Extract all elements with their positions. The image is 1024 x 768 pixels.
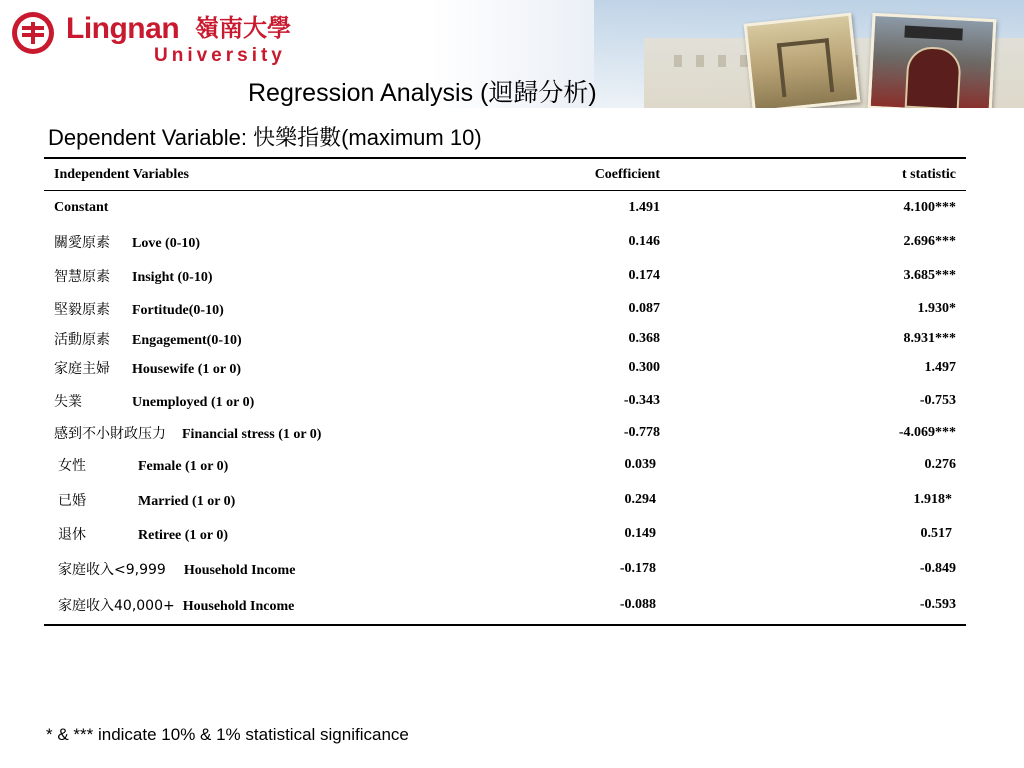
coefficient-cell: 0.174 [628, 267, 660, 283]
variable-zh: 女性 [58, 457, 86, 474]
table-row [44, 419, 966, 447]
coefficient-cell: -0.178 [619, 561, 656, 576]
table-row [44, 325, 966, 353]
coefficient-cell: -0.778 [623, 424, 660, 440]
variable-cell [44, 353, 494, 383]
variable-cell [44, 325, 494, 353]
variable-en: Constant [54, 199, 109, 215]
t-statistic-cell: 0.517 [920, 526, 952, 541]
variable-cell [44, 483, 494, 517]
variable-cell [44, 517, 494, 552]
t-statistic-cell: 8.931*** [903, 330, 956, 346]
logo-chinese-text: 嶺南大學 [195, 13, 291, 42]
building-doorway-shape [905, 46, 962, 108]
university-logo [10, 8, 310, 68]
coefficient-cell: -0.088 [619, 597, 656, 612]
campus-gate-photo [744, 13, 861, 108]
variable-zh: 感到不小財政压力 [54, 425, 166, 442]
t-statistic-cell: 3.685*** [903, 267, 956, 283]
table-row [44, 447, 966, 483]
variable-en: Female (1 or 0) [138, 458, 229, 474]
table-row [44, 383, 966, 419]
t-statistic-cell: -0.849 [919, 561, 956, 576]
variable-zh: 已婚 [58, 492, 86, 509]
variable-cell [44, 552, 494, 587]
t-statistic-cell: 1.497 [924, 359, 956, 375]
variable-en: Insight (0-10) [132, 269, 213, 285]
variable-en: Household Income [183, 563, 296, 578]
t-statistic-cell: -0.593 [919, 597, 956, 612]
t-statistic-cell: -0.753 [919, 392, 956, 408]
column-header-coefficient: Coefficient [594, 166, 660, 182]
table-header-row [44, 158, 966, 191]
variable-en: Retiree (1 or 0) [138, 528, 229, 543]
variable-zh: 堅毅原素 [54, 301, 110, 318]
coefficient-cell: 0.294 [624, 491, 656, 507]
variable-en: Married (1 or 0) [138, 493, 236, 509]
coefficient-cell: 0.300 [628, 359, 660, 375]
variable-zh: 關愛原素 [54, 234, 110, 251]
regression-table [44, 157, 966, 626]
campus-building-photo [868, 13, 997, 108]
column-header-t-statistic: t statistic [901, 166, 956, 182]
table-row [44, 353, 966, 383]
t-statistic-cell: -4.069*** [898, 424, 956, 440]
variable-zh: 失業 [54, 393, 82, 410]
t-statistic-cell: 4.100*** [903, 199, 956, 215]
table-row [44, 191, 966, 225]
variable-en: Financial stress (1 or 0) [182, 426, 322, 442]
variable-en: Fortitude(0-10) [132, 302, 224, 318]
coefficient-cell: 0.146 [628, 233, 660, 249]
variable-cell [44, 447, 494, 483]
coefficient-cell: 0.368 [628, 330, 660, 346]
coefficient-cell: 0.149 [624, 526, 656, 541]
variable-cell [44, 191, 494, 225]
variable-cell [44, 383, 494, 419]
variable-cell [44, 259, 494, 293]
variable-en: Household Income [182, 599, 295, 614]
table-row [44, 225, 966, 259]
variable-zh: 活動原素 [54, 331, 110, 348]
variable-en: Love (0-10) [132, 235, 201, 251]
coefficient-cell: 0.039 [624, 456, 656, 472]
t-statistic-cell: 0.276 [924, 456, 956, 472]
table-row [44, 587, 966, 625]
variable-en: Engagement(0-10) [132, 332, 242, 348]
t-statistic-cell: 1.930* [917, 300, 956, 316]
variable-cell [44, 587, 494, 625]
variable-cell [44, 225, 494, 259]
coefficient-cell: 1.491 [628, 199, 660, 215]
logo-brand-text: Lingnan [66, 12, 180, 45]
logo-sub-text: University [154, 45, 286, 66]
coefficient-cell: -0.343 [623, 392, 660, 408]
t-statistic-cell: 2.696*** [903, 233, 956, 249]
variable-zh: 退休 [58, 527, 86, 543]
column-header-variables: Independent Variables [54, 166, 189, 182]
variable-zh: 家庭收入40,000+ [58, 598, 175, 614]
university-seal-icon [10, 10, 56, 56]
slide-title: Regression Analysis (迴歸分析) [248, 79, 597, 107]
significance-footnote: * & *** indicate 10% & 1% statistical significance [46, 725, 409, 744]
variable-cell [44, 293, 494, 325]
coefficient-cell: 0.087 [628, 300, 660, 316]
table-row [44, 259, 966, 293]
table-row [44, 483, 966, 517]
building-plaque-shape [904, 26, 963, 41]
gate-arch-shape [777, 38, 834, 97]
t-statistic-cell: 1.918* [913, 491, 952, 507]
variable-zh: 智慧原素 [54, 268, 110, 285]
variable-zh: 家庭收入<9,999 [58, 562, 166, 578]
slide-subtitle: Dependent Variable: 快樂指數(maximum 10) [48, 125, 482, 150]
variable-zh: 家庭主婦 [54, 360, 110, 377]
variable-cell [44, 419, 494, 447]
table-row [44, 552, 966, 587]
table-row [44, 517, 966, 552]
table-row [44, 293, 966, 325]
variable-en: Unemployed (1 or 0) [132, 394, 255, 410]
variable-en: Housewife (1 or 0) [132, 361, 241, 377]
